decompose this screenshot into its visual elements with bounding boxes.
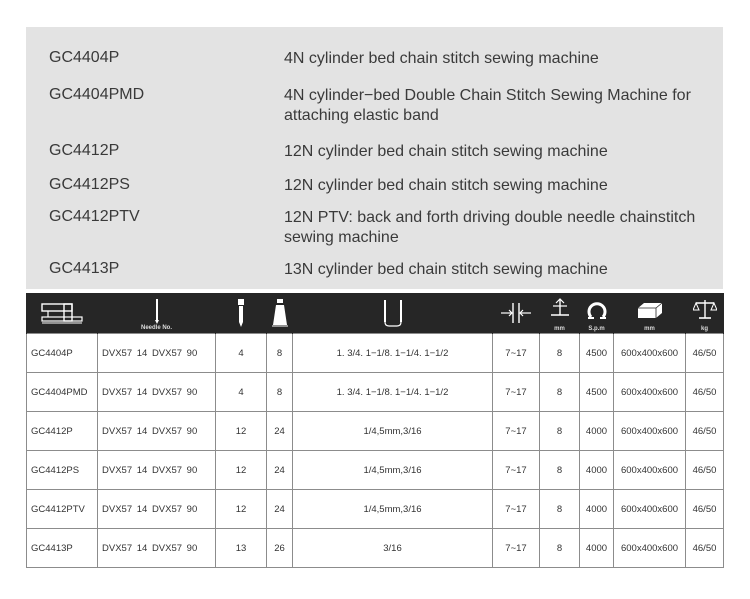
cell-weight: 46/50 [686, 451, 724, 490]
cell-threads: 24 [267, 412, 293, 451]
model-name: GC4404P [49, 49, 120, 66]
model-description: 12N PTV: back and forth driving double needle chainstitch sewing machine [284, 209, 696, 246]
model-description: 4N cylinder bed chain stitch sewing machine [284, 50, 599, 67]
cell-weight: 46/50 [686, 373, 724, 412]
cell-needle: DVX57 14 DVX57 90 [98, 529, 216, 568]
cell-speed: 4000 [580, 412, 614, 451]
header-packing [614, 293, 686, 334]
cell-needle: DVX57 14 DVX57 90 [98, 373, 216, 412]
spec-table [26, 293, 724, 568]
gauge-icon [380, 298, 406, 328]
model-description-panel [26, 27, 723, 289]
table-header-row [27, 293, 724, 334]
cell-lift: 8 [540, 529, 580, 568]
speed-unit: S.p.m [588, 326, 605, 332]
cell-needles: 12 [216, 490, 267, 529]
weight-scale-icon [693, 299, 717, 321]
cell-gauge: 3/16 [293, 529, 493, 568]
model-description: 12N cylinder bed chain stitch sewing machine [284, 143, 608, 160]
table-row [27, 490, 724, 529]
stitch-length-icon [500, 301, 532, 325]
cell-model: GC4404PMD [27, 373, 98, 412]
cell-weight: 46/50 [686, 334, 724, 373]
cell-lift: 8 [540, 373, 580, 412]
cell-model: GC4412PTV [27, 490, 98, 529]
cell-stitch: 7~17 [493, 490, 540, 529]
cell-gauge: 1/4,5mm,3/16 [293, 412, 493, 451]
cell-speed: 4500 [580, 373, 614, 412]
cell-model: GC4413P [27, 529, 98, 568]
table-row [27, 373, 724, 412]
cell-needles: 13 [216, 529, 267, 568]
table-row [27, 412, 724, 451]
header-stitch-length [493, 293, 540, 334]
cell-gauge: 1. 3/4. 1−1/8. 1−1/4. 1−1/2 [293, 334, 493, 373]
cell-threads: 8 [267, 373, 293, 412]
cell-stitch: 7~17 [493, 529, 540, 568]
cell-speed: 4000 [580, 490, 614, 529]
cell-model: GC4412PS [27, 451, 98, 490]
model-name: GC4412PTV [49, 208, 140, 225]
cell-lift: 8 [540, 490, 580, 529]
cell-stitch: 7~17 [493, 373, 540, 412]
cell-weight: 46/50 [686, 529, 724, 568]
cell-needles: 12 [216, 451, 267, 490]
header-threads [267, 293, 293, 334]
cell-threads: 24 [267, 451, 293, 490]
model-name: GC4404PMD [49, 86, 145, 103]
cell-packing: 600x400x600 [614, 490, 686, 529]
cell-stitch: 7~17 [493, 451, 540, 490]
speed-icon [586, 299, 608, 321]
needle-label: Needle No. [140, 325, 172, 331]
cell-packing: 600x400x600 [614, 334, 686, 373]
cell-speed: 4000 [580, 529, 614, 568]
cell-model: GC4412P [27, 412, 98, 451]
cell-threads: 24 [267, 490, 293, 529]
cell-lift: 8 [540, 451, 580, 490]
cell-stitch: 7~17 [493, 334, 540, 373]
model-description: 12N cylinder bed chain stitch sewing machine [284, 177, 608, 194]
cell-gauge: 1/4,5mm,3/16 [293, 451, 493, 490]
presser-foot-lift-icon [548, 298, 572, 322]
cell-speed: 4500 [580, 334, 614, 373]
cell-needle: DVX57 14 DVX57 90 [98, 490, 216, 529]
cell-model: GC4404P [27, 334, 98, 373]
presser-lift-unit: mm [554, 326, 565, 332]
header-needles [216, 293, 267, 334]
cell-gauge: 1/4,5mm,3/16 [293, 490, 493, 529]
cell-gauge: 1. 3/4. 1−1/8. 1−1/4. 1−1/2 [293, 373, 493, 412]
cell-lift: 8 [540, 412, 580, 451]
header-machine [27, 293, 98, 334]
cell-packing: 600x400x600 [614, 529, 686, 568]
table-row [27, 451, 724, 490]
cell-speed: 4000 [580, 451, 614, 490]
model-description: 13N cylinder bed chain stitch sewing machine [284, 261, 608, 278]
cell-stitch: 7~17 [493, 412, 540, 451]
cell-packing: 600x400x600 [614, 373, 686, 412]
header-presser-lift [540, 293, 580, 334]
cell-packing: 600x400x600 [614, 451, 686, 490]
model-name: GC4412P [49, 142, 120, 159]
cell-weight: 46/50 [686, 412, 724, 451]
table-row [27, 334, 724, 373]
model-name: GC4412PS [49, 176, 130, 193]
cell-needles: 12 [216, 412, 267, 451]
needle-icon [152, 298, 162, 324]
header-needle-no [98, 293, 216, 334]
model-description: 4N cylinder−bed Double Chain Stitch Sewing Machine for attaching elastic band [284, 87, 691, 124]
cell-threads: 26 [267, 529, 293, 568]
packing-box-icon [636, 301, 664, 319]
header-speed [580, 293, 614, 334]
cell-needles: 4 [216, 373, 267, 412]
weight-unit: kg [700, 326, 708, 332]
cell-needle: DVX57 14 DVX57 90 [98, 334, 216, 373]
cell-packing: 600x400x600 [614, 412, 686, 451]
cell-threads: 8 [267, 334, 293, 373]
cell-needles: 4 [216, 334, 267, 373]
model-name: GC4413P [49, 260, 120, 277]
header-gauge [293, 293, 493, 334]
sewing-machine-icon [40, 301, 84, 325]
needles-count-icon [236, 299, 246, 327]
cell-lift: 8 [540, 334, 580, 373]
cell-needle: DVX57 14 DVX57 90 [98, 412, 216, 451]
header-weight [686, 293, 724, 334]
table-row [27, 529, 724, 568]
thread-cone-icon [272, 299, 288, 327]
packing-unit: mm [644, 326, 655, 332]
cell-weight: 46/50 [686, 490, 724, 529]
cell-needle: DVX57 14 DVX57 90 [98, 451, 216, 490]
